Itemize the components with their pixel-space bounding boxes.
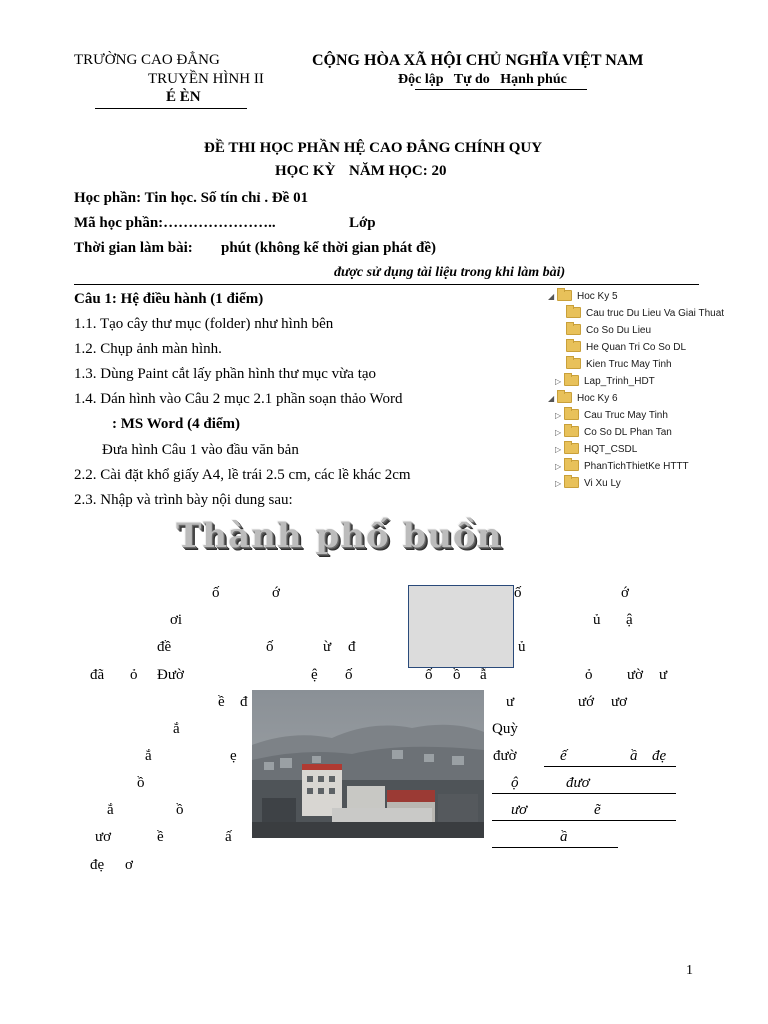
motto-freedom: Tự do bbox=[453, 72, 490, 87]
poem-underline bbox=[492, 793, 676, 794]
year-label: NĂM HỌC: 20 bbox=[349, 163, 447, 179]
poem-glyph: ề bbox=[218, 694, 225, 710]
poem-glyph: đươ bbox=[566, 775, 590, 791]
school-name-line2: TRUYỀN HÌNH II bbox=[148, 71, 264, 87]
poem-glyph: đã bbox=[90, 667, 105, 683]
motto bbox=[398, 72, 567, 88]
tree-node[interactable]: ▷ HQT_CSDL bbox=[555, 442, 637, 458]
page-number: 1 bbox=[686, 963, 693, 978]
poem-glyph: ươ bbox=[611, 694, 628, 710]
poem-glyph: ư bbox=[659, 667, 668, 683]
poem-underline bbox=[492, 847, 618, 848]
tree-node[interactable]: ▷ Co So DL Phan Tan bbox=[555, 425, 672, 441]
poem-glyph: đườ bbox=[493, 748, 517, 764]
expanded-arrow-icon: ◢ bbox=[548, 394, 555, 403]
question-1-4: 1.4. Dán hình vào Câu 2 mục 2.1 phần soạn thảo Word bbox=[74, 391, 403, 407]
poem-glyph: ắ bbox=[145, 748, 152, 764]
poem-underline bbox=[492, 820, 676, 821]
poem-glyph: ồ bbox=[176, 802, 184, 818]
tree-node[interactable]: He Quan Tri Co So DL bbox=[566, 340, 686, 356]
tree-node[interactable]: Cau truc Du Lieu Va Giai Thuat bbox=[566, 306, 724, 322]
header-divider bbox=[74, 284, 699, 285]
poem-glyph: ấ bbox=[225, 829, 232, 845]
course-code-line: Mã học phần:………………….. bbox=[74, 215, 276, 231]
poem-glyph: ẫ bbox=[480, 667, 487, 683]
semester-label: HỌC KỲ bbox=[275, 163, 336, 179]
poem-glyph: ố bbox=[514, 585, 522, 601]
poem-glyph: đề bbox=[157, 639, 172, 655]
poem-glyph: đ bbox=[348, 639, 356, 655]
poem-glyph: ố bbox=[266, 639, 274, 655]
poem-glyph: ơi bbox=[170, 612, 183, 628]
poem-glyph: ắ bbox=[107, 802, 114, 818]
tree-node[interactable]: ▷ Lap_Trinh_HDT bbox=[555, 374, 655, 390]
tree-node[interactable]: ▷ Vi Xu Ly bbox=[555, 476, 621, 492]
folder-icon bbox=[564, 375, 579, 386]
folder-icon bbox=[564, 426, 579, 437]
poem-glyph: ố bbox=[345, 667, 353, 683]
question-2-2: 2.2. Cài đặt khổ giấy A4, lề trái 2.5 cm, các lề khác 2cm bbox=[74, 467, 411, 483]
motto-independence: Độc lập bbox=[398, 72, 444, 87]
materials-note: được sử dụng tài liệu trong khi làm bài) bbox=[334, 265, 566, 280]
poem-glyph: ư bbox=[506, 694, 515, 710]
poem-underline bbox=[544, 766, 676, 767]
poem-glyph: ề bbox=[157, 829, 164, 845]
folder-icon bbox=[564, 477, 579, 488]
question-2-title: : MS Word (4 điểm) bbox=[112, 416, 241, 432]
header-left-underline bbox=[95, 108, 247, 109]
tree-node[interactable]: ◢ Hoc Ky 5 bbox=[548, 289, 618, 305]
image-placeholder bbox=[408, 585, 514, 668]
poem-glyph: ủ bbox=[593, 612, 601, 628]
motto-happiness: Hạnh phúc bbox=[500, 72, 567, 87]
poem-glyph: ỏ bbox=[585, 667, 593, 683]
question-1-2: 1.2. Chụp ảnh màn hình. bbox=[74, 341, 222, 357]
question-1-title: Câu 1: Hệ điều hành (1 điểm) bbox=[74, 291, 264, 307]
poem-glyph: đẹ bbox=[652, 748, 667, 764]
expanded-arrow-icon: ◢ bbox=[548, 292, 555, 301]
poem-glyph: ồ bbox=[137, 775, 145, 791]
folder-icon bbox=[557, 290, 572, 301]
poem-glyph: ầ bbox=[630, 748, 638, 764]
tree-node[interactable]: ◢ Hoc Ky 6 bbox=[548, 391, 618, 407]
question-1-3: 1.3. Dùng Paint cắt lấy phần hình thư mục vừa tạo bbox=[74, 366, 377, 382]
poem-glyph: ệ bbox=[311, 667, 318, 683]
poem-glyph: ồ bbox=[453, 667, 461, 683]
tree-node[interactable]: ▷ PhanTichThietKe HTTT bbox=[555, 459, 689, 475]
poem-glyph: ỏ bbox=[130, 667, 138, 683]
collapsed-arrow-icon: ▷ bbox=[555, 462, 562, 471]
nation-title: CỘNG HÒA XÃ HỘI CHỦ NGHĨA VIỆT NAM bbox=[312, 52, 644, 69]
subject-line: Học phần: Tin học. Số tín chỉ . Đề 01 bbox=[74, 190, 309, 206]
motto-underline bbox=[415, 89, 587, 90]
poem-glyph: ơ bbox=[125, 857, 133, 873]
collapsed-arrow-icon: ▷ bbox=[555, 479, 562, 488]
poem-glyph: ớ bbox=[272, 585, 280, 601]
collapsed-arrow-icon: ▷ bbox=[555, 411, 562, 420]
poem-glyph: ộ bbox=[511, 775, 519, 791]
tree-node[interactable]: Co So Du Lieu bbox=[566, 323, 651, 339]
folder-icon bbox=[566, 341, 581, 352]
poem-glyph: Quỳ bbox=[492, 721, 518, 737]
collapsed-arrow-icon: ▷ bbox=[555, 377, 562, 386]
poem-glyph: ắ bbox=[173, 721, 180, 737]
school-name-line3: É ÈN bbox=[166, 89, 201, 105]
poem-glyph: ủ bbox=[518, 639, 526, 655]
time-label: Thời gian làm bài: bbox=[74, 240, 193, 256]
folder-icon bbox=[564, 443, 579, 454]
poem-glyph: ố bbox=[212, 585, 220, 601]
folder-icon bbox=[564, 460, 579, 471]
collapsed-arrow-icon: ▷ bbox=[555, 445, 562, 454]
poem-glyph: ướ bbox=[578, 694, 595, 710]
poem-glyph: Đườ bbox=[157, 667, 184, 683]
wordart-title: Thành phố buồn bbox=[176, 516, 503, 556]
city-photo bbox=[252, 690, 484, 838]
question-2-3: 2.3. Nhập và trình bày nội dung sau: bbox=[74, 492, 293, 508]
folder-icon bbox=[564, 409, 579, 420]
poem-glyph: ẹ bbox=[230, 748, 237, 764]
folder-icon bbox=[557, 392, 572, 403]
poem-glyph: ẽ bbox=[594, 802, 601, 818]
tree-node[interactable]: Kien Truc May Tinh bbox=[566, 357, 672, 373]
poem-glyph: ớ bbox=[621, 585, 629, 601]
question-1-1: 1.1. Tạo cây thư mục (folder) như hình bên bbox=[74, 316, 334, 332]
poem-glyph: đẹ bbox=[90, 857, 105, 873]
class-label: Lớp bbox=[349, 215, 376, 231]
time-value: phút (không kể thời gian phát đề) bbox=[221, 240, 437, 256]
poem-glyph: ố bbox=[425, 667, 433, 683]
poem-glyph: ườ bbox=[627, 667, 644, 683]
poem-glyph: ươ bbox=[511, 802, 528, 818]
tree-node[interactable]: ▷ Cau Truc May Tinh bbox=[555, 408, 668, 424]
folder-tree-image bbox=[540, 287, 736, 492]
collapsed-arrow-icon: ▷ bbox=[555, 428, 562, 437]
folder-icon bbox=[566, 358, 581, 369]
exam-title: ĐỀ THI HỌC PHẦN HỆ CAO ĐẲNG CHÍNH QUY bbox=[204, 140, 543, 156]
poem-glyph: ế bbox=[560, 748, 567, 764]
poem-glyph: ươ bbox=[95, 829, 112, 845]
poem-glyph: đ bbox=[240, 694, 248, 710]
poem-glyph: ừ bbox=[323, 639, 332, 655]
school-name-line1: TRƯỜNG CAO ĐẲNG bbox=[74, 52, 220, 68]
folder-icon bbox=[566, 307, 581, 318]
folder-icon bbox=[566, 324, 581, 335]
poem-glyph: ầ bbox=[560, 829, 568, 845]
question-2-intro: Đưa hình Câu 1 vào đầu văn bản bbox=[102, 442, 299, 458]
poem-glyph: ậ bbox=[626, 612, 633, 628]
